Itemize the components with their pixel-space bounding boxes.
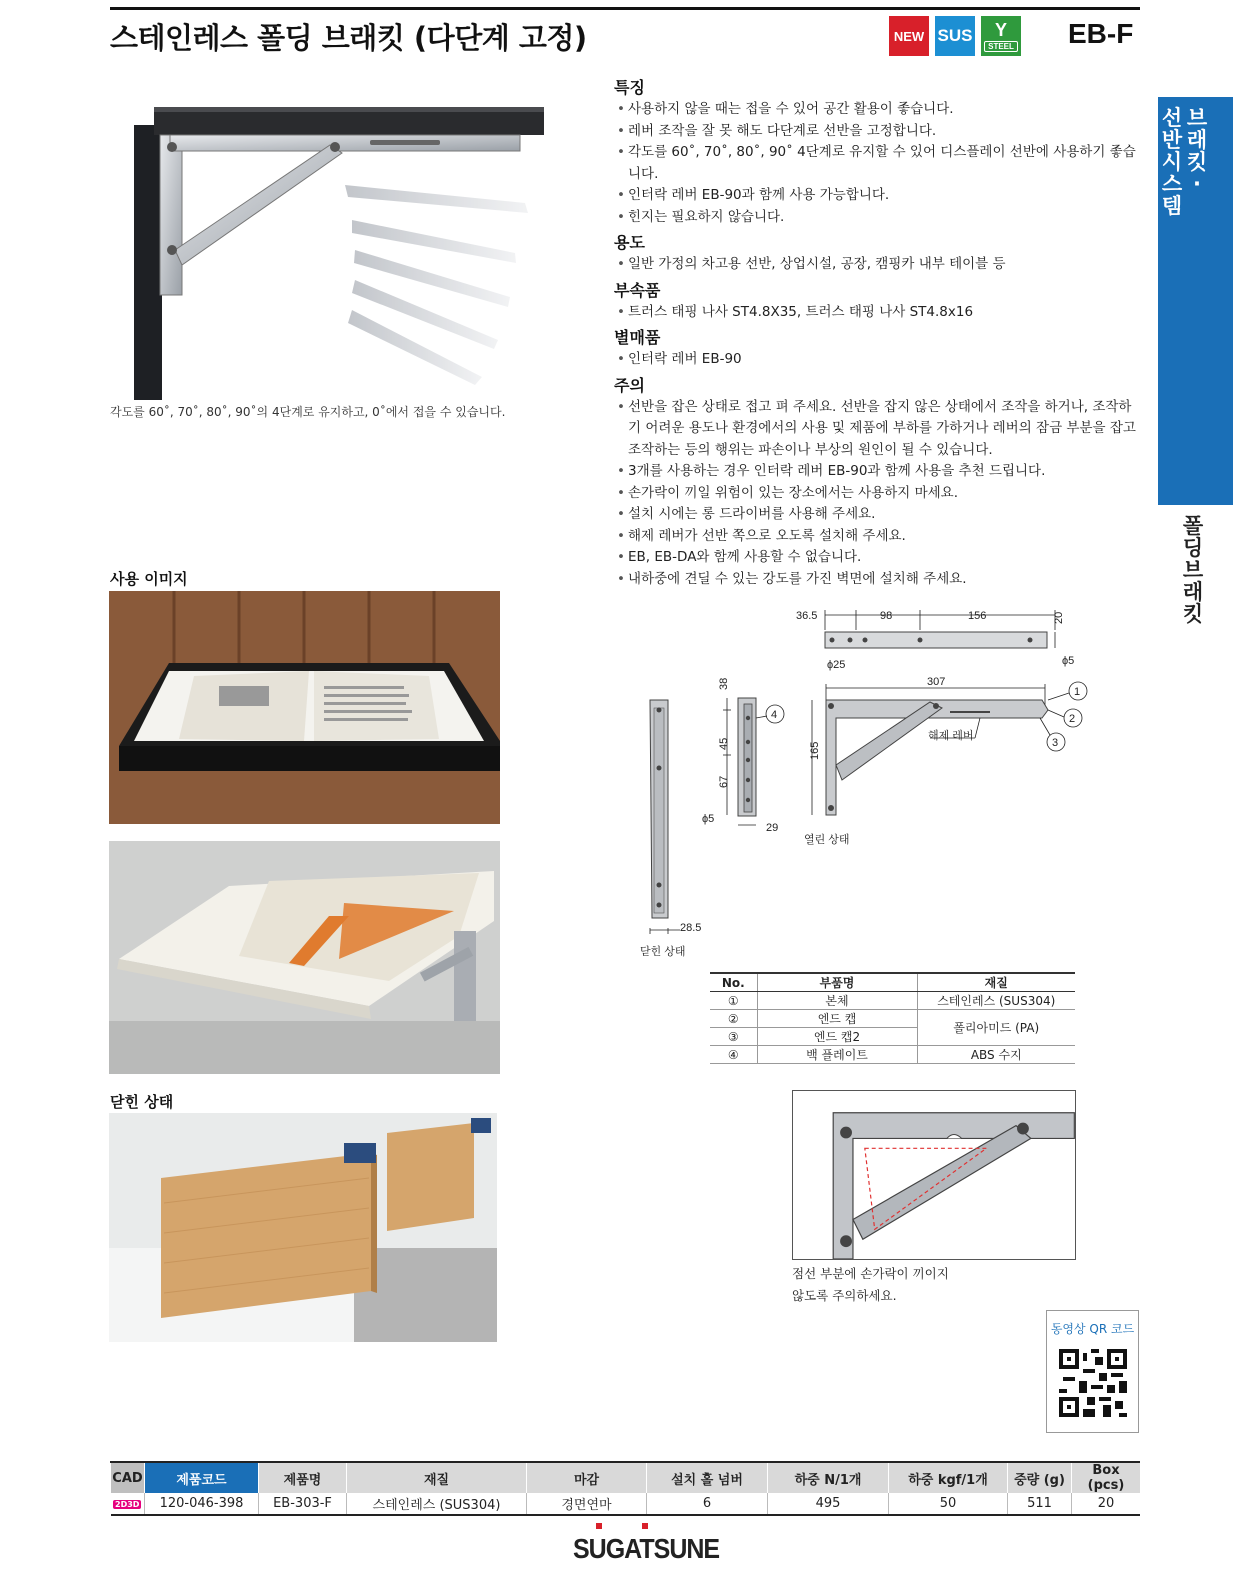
parts-header-material: 재질 xyxy=(917,973,1075,992)
parts-no: ④ xyxy=(710,1046,757,1064)
dim-156: 156 xyxy=(968,610,987,622)
col-product-name: 제품명 xyxy=(259,1462,347,1493)
dim-67: 67 xyxy=(718,775,730,788)
side-tab-text-2: 브래킷· xyxy=(1186,106,1208,196)
parts-name: 백 플레이트 xyxy=(757,1046,917,1064)
load-kgf: 50 xyxy=(889,1493,1008,1515)
parts-table xyxy=(710,972,1075,1064)
side-tab-subcategory: 폴딩브래킷 xyxy=(1182,514,1204,626)
parts-material: 폴리아미드 (PA) xyxy=(917,1010,1075,1046)
dim-38: 38 xyxy=(718,677,730,690)
callout-2: 2 xyxy=(1069,713,1076,725)
logo-dots-icon xyxy=(596,1523,650,1529)
dim-45: 45 xyxy=(718,737,730,750)
load-n: 495 xyxy=(768,1493,889,1515)
list-item: • 손가락이 끼일 위험이 있는 장소에서는 사용하지 마세요. xyxy=(614,483,1144,505)
release-lever-label: 해제 레버 xyxy=(928,730,974,742)
dim-phi25: ϕ25 xyxy=(827,659,846,671)
table-row xyxy=(710,992,1075,1010)
sus-badge: SUS xyxy=(935,16,975,56)
qr-code-icon[interactable] xyxy=(1059,1349,1127,1417)
col-hole-count: 설치 홀 넘버 xyxy=(647,1462,768,1493)
list-item: • 각도를 60˚, 70˚, 80˚, 90˚ 4단계로 유지할 수 있어 디스플레이 선반에 사용하기 좋습니다. xyxy=(614,142,1144,185)
col-material: 재질 xyxy=(347,1462,527,1493)
parts-material: 스테인레스 (SUS304) xyxy=(917,992,1075,1010)
top-rule xyxy=(110,7,1140,10)
parts-name: 엔드 캡 xyxy=(757,1010,917,1028)
dim-98: 98 xyxy=(880,610,893,622)
callout-3: 3 xyxy=(1052,737,1059,749)
dim-28-5: 28.5 xyxy=(680,922,702,934)
product-code: 120-046-398 xyxy=(145,1493,259,1515)
dim-20: 20 xyxy=(1053,611,1065,624)
list-item: • 인터락 레버 EB-90과 함께 사용 가능합니다. xyxy=(614,185,1144,207)
accessories-heading: 부속품 xyxy=(614,280,661,300)
caption-line: 않도록 주의하세요. xyxy=(792,1288,897,1303)
model-number: EB-F xyxy=(1068,18,1134,49)
table-row xyxy=(710,1046,1075,1064)
usage-photo-book-shelf xyxy=(109,591,500,824)
video-qr-box[interactable] xyxy=(1046,1310,1139,1433)
col-load-kgf: 하중 kgf/1개 xyxy=(889,1462,1008,1493)
caution-heading: 주의 xyxy=(614,375,645,395)
new-badge: NEW xyxy=(889,16,929,56)
table-row xyxy=(710,1010,1075,1028)
optional-list xyxy=(614,349,1144,371)
parts-material: ABS 수지 xyxy=(917,1046,1075,1064)
dim-phi5-top: ϕ5 xyxy=(1062,655,1075,667)
material: 스테인레스 (SUS304) xyxy=(347,1493,527,1515)
weight: 511 xyxy=(1008,1493,1072,1515)
open-state-label: 열린 상태 xyxy=(804,834,850,846)
closed-state-heading: 닫힌 상태 xyxy=(110,1093,174,1111)
list-item: • EB, EB-DA와 함께 사용할 수 없습니다. xyxy=(614,547,1144,569)
list-item: • 해제 레버가 선반 쪽으로 오도록 설치해 주세요. xyxy=(614,526,1144,548)
col-product-code: 제품코드 xyxy=(145,1462,259,1493)
callout-1: 1 xyxy=(1074,686,1081,698)
list-item: • 3개를 사용하는 경우 인터락 레버 EB-90과 함께 사용을 추천 드립니다. xyxy=(614,461,1144,483)
hero-caption: 각도를 60˚, 70˚, 80˚, 90˚의 4단계로 유지하고, 0˚에서 접을 수 있습니다. xyxy=(110,405,506,419)
list-item: • 힌지는 필요하지 않습니다. xyxy=(614,207,1144,229)
caution-list xyxy=(614,397,1144,591)
page-title: 스테인레스 폴딩 브래킷 (다단계 고정) xyxy=(110,21,587,55)
steel-label: STEEL xyxy=(984,41,1018,52)
dim-307: 307 xyxy=(927,676,946,688)
dim-165: 165 xyxy=(809,741,821,760)
closed-state-photo xyxy=(109,1113,497,1342)
list-item: • 레버 조작을 잘 못 해도 다단계로 선반을 고정합니다. xyxy=(614,121,1144,143)
parts-name: 엔드 캡2 xyxy=(757,1028,917,1046)
pinch-caution-illustration xyxy=(792,1090,1076,1260)
product-spec-table xyxy=(110,1461,1140,1516)
usage-list xyxy=(614,254,1144,276)
col-finish: 마감 xyxy=(527,1462,647,1493)
hole-count: 6 xyxy=(647,1493,768,1515)
qr-label: 동영상 QR 코드 xyxy=(1050,1322,1135,1336)
material-badges xyxy=(889,16,1021,56)
col-weight: 중량 (g) xyxy=(1008,1462,1072,1493)
col-cad: CAD xyxy=(111,1462,145,1493)
list-item: • 인터락 레버 EB-90 xyxy=(614,349,1144,371)
pinch-caution-caption xyxy=(792,1263,949,1307)
parts-name: 본체 xyxy=(757,992,917,1010)
product-name: EB-303-F xyxy=(259,1493,347,1515)
list-item: • 선반을 잡은 상태로 접고 펴 주세요. 선반을 잡지 않은 상태에서 조작을 하거나, 조작하기 어려운 용도나 환경에서의 사용 및 제품에 부하를 가하거나 레버의 잠금 부분을 잡고 조작하는 등의 행위는 파손이나 부상의 원인이 될 수 있습니다. xyxy=(614,397,1144,462)
list-item: • 내하중에 견딜 수 있는 강도를 가진 벽면에 설치해 주세요. xyxy=(614,569,1144,591)
usage-image-heading: 사용 이미지 xyxy=(110,570,188,588)
parts-no: ① xyxy=(710,992,757,1010)
list-item: • 일반 가정의 차고용 선반, 상업시설, 공장, 캠핑카 내부 테이블 등 xyxy=(614,254,1144,276)
list-item: • 설치 시에는 롱 드라이버를 사용해 주세요. xyxy=(614,504,1144,526)
closed-state-label: 닫힌 상태 xyxy=(640,946,686,958)
features-heading: 특징 xyxy=(614,78,645,97)
caption-line: 점선 부분에 손가락이 끼이지 xyxy=(792,1266,949,1281)
col-load-n: 하중 N/1개 xyxy=(768,1462,889,1493)
callout-4: 4 xyxy=(771,709,778,721)
features-list xyxy=(614,99,1144,228)
parts-header-name: 부품명 xyxy=(757,973,917,992)
box-qty: 20 xyxy=(1072,1493,1141,1515)
cad-cell[interactable] xyxy=(111,1493,145,1515)
steel-badge xyxy=(981,16,1021,56)
dim-36-5: 36.5 xyxy=(796,610,818,622)
dim-phi5-side: ϕ5 xyxy=(702,813,715,825)
accessories-list xyxy=(614,302,1144,324)
brand-logo: SUGATSUNE xyxy=(573,1533,720,1565)
dim-29: 29 xyxy=(766,822,779,834)
optional-heading: 별매품 xyxy=(614,328,661,347)
hero-bracket-illustration xyxy=(130,85,560,400)
dimension-drawing xyxy=(630,600,1130,970)
side-tab-text-1: 선반시스템 xyxy=(1161,106,1183,218)
parts-no: ③ xyxy=(710,1028,757,1046)
spec-section xyxy=(614,73,1144,590)
table-row xyxy=(111,1493,1141,1515)
finish: 경면연마 xyxy=(527,1493,647,1515)
usage-photo-tilted-shelf xyxy=(109,841,500,1074)
col-box: Box (pcs) xyxy=(1072,1462,1141,1493)
list-item: • 사용하지 않을 때는 접을 수 있어 공간 활용이 좋습니다. xyxy=(614,99,1144,121)
cad-download-icon[interactable]: 2D3D xyxy=(115,1500,140,1509)
steel-mark-icon: Y xyxy=(994,19,1007,40)
parts-header-no: No. xyxy=(710,973,757,992)
list-item: • 트러스 태핑 나사 ST4.8X35, 트러스 태핑 나사 ST4.8x16 xyxy=(614,302,1144,324)
parts-no: ② xyxy=(710,1010,757,1028)
usage-heading: 용도 xyxy=(614,233,645,252)
